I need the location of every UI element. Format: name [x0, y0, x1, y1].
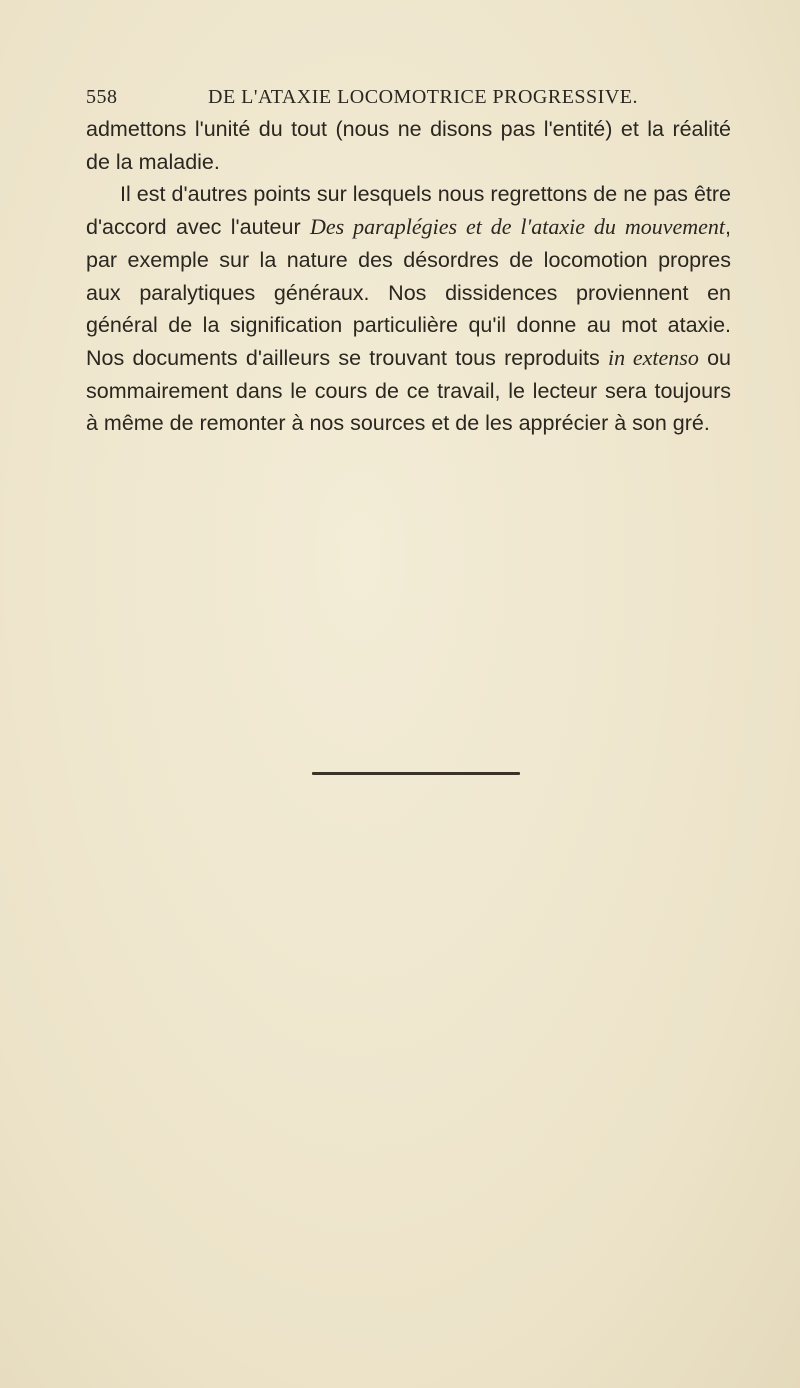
text-run: ou sommairement dans le cours de ce travail, le lecteur sera toujours à même de remonter à nos sources et de les apprécier à son gré. — [86, 345, 731, 436]
paragraph-continuation: admettons l'unité du tout (nous ne disons pas l'entité) et la réalité de la maladie. — [86, 117, 731, 174]
running-title: DE L'ATAXIE LOCOMOTRICE PROGRESSIVE. — [208, 86, 639, 108]
section-end-rule — [312, 772, 520, 775]
paragraph — [86, 178, 731, 440]
body-text — [86, 113, 731, 440]
text-run: Il est d'autres points sur lesquels nous regrettons de ne pas être d'accord avec l'auteur — [86, 182, 731, 240]
page-number: 558 — [86, 86, 118, 108]
text-run: , par exemple sur la nature des désordres de locomotion propres aux paralytiques généraux. Nos dissidences proviennent en général de la signification particulière qu'il donne au mot ataxie. Nos documents d'ailleurs se trouvant tous reproduits — [86, 215, 731, 370]
latin-phrase-italic: in extenso — [607, 344, 699, 370]
running-header — [86, 86, 726, 109]
book-title-italic: Des paraplégies et de l'ataxie du mouvement — [310, 214, 726, 240]
